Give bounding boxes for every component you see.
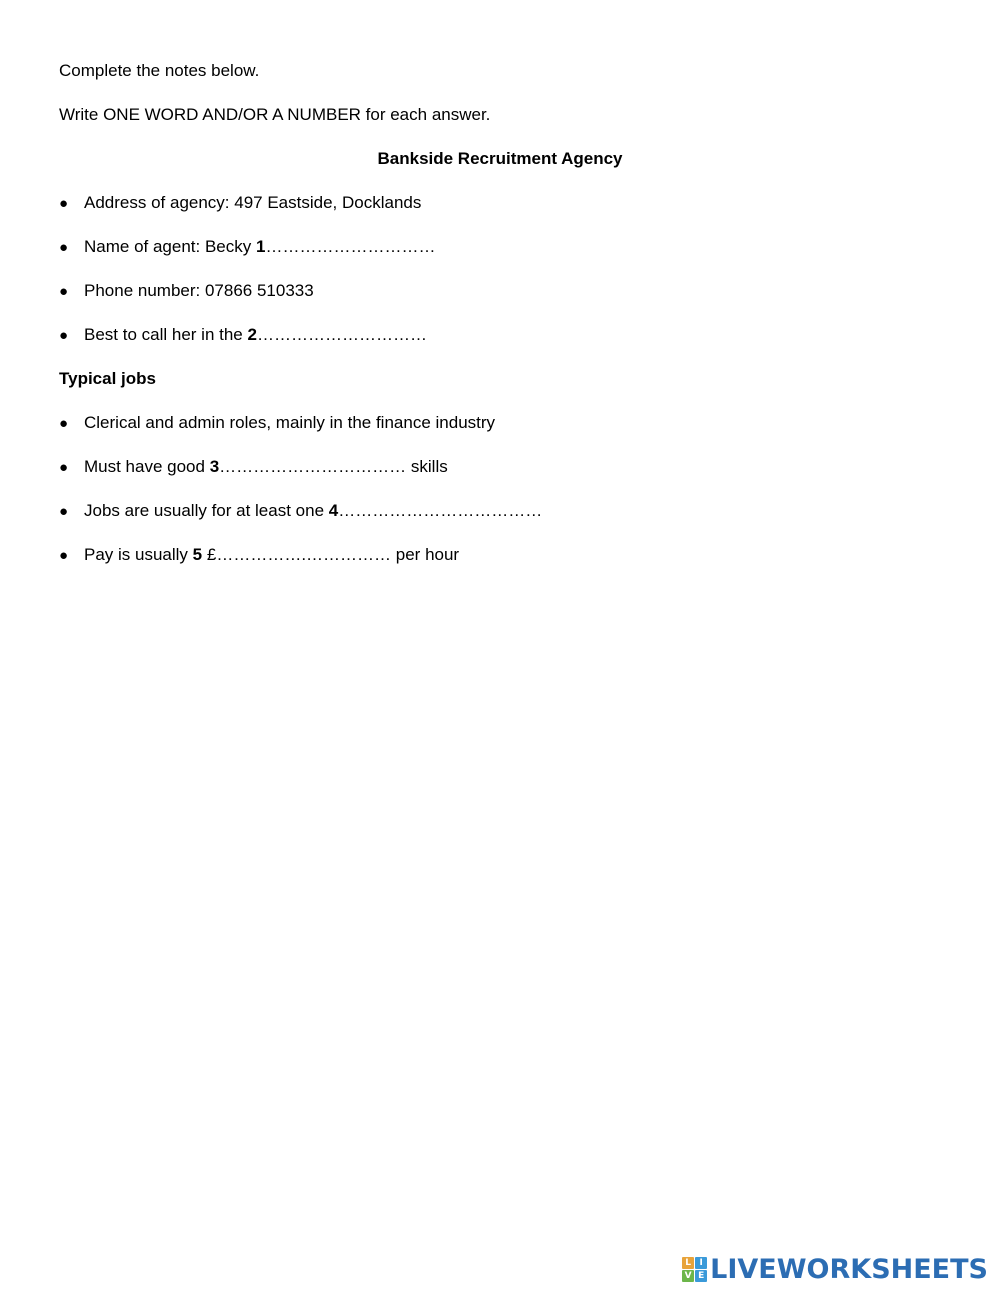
bullet-icon: ● xyxy=(59,239,69,256)
note-text: Pay is usually xyxy=(84,545,193,564)
logo-text: LIVEWORKSHEETS xyxy=(710,1253,988,1285)
section-heading-typical-jobs: Typical jobs xyxy=(59,369,156,388)
note-suffix: skills xyxy=(406,457,448,476)
note-duration xyxy=(59,500,542,523)
note-best-time xyxy=(59,324,427,347)
liveworksheets-logo xyxy=(682,1255,988,1283)
answer-gap-1[interactable]: ………………………… xyxy=(265,237,436,256)
logo-mark-letter: V xyxy=(682,1270,694,1282)
note-text: Address of agency: 497 Eastside, Docklands xyxy=(84,193,422,212)
note-pay xyxy=(59,544,459,567)
note-text: Best to call her in the xyxy=(84,325,248,344)
bullet-icon: ● xyxy=(59,415,69,432)
notes-title: Bankside Recruitment Agency xyxy=(377,149,623,168)
instruction-complete-notes: Complete the notes below. xyxy=(59,61,260,80)
answer-gap-2[interactable]: ………………………… xyxy=(256,325,427,344)
note-phone xyxy=(59,280,314,303)
note-text: Phone number: 07866 510333 xyxy=(84,281,314,300)
bullet-icon: ● xyxy=(59,503,69,520)
logo-mark-letter: E xyxy=(695,1270,707,1282)
question-number-1: 1 xyxy=(255,237,266,256)
note-text: Clerical and admin roles, mainly in the finance industry xyxy=(84,413,496,432)
bullet-icon: ● xyxy=(59,327,69,344)
liveworksheets-logo-icon xyxy=(682,1257,707,1282)
question-number-4: 4 xyxy=(328,501,339,520)
logo-mark-letter: I xyxy=(695,1257,707,1269)
question-number-2: 2 xyxy=(247,325,257,344)
question-number-5: 5 xyxy=(192,545,203,564)
note-roles xyxy=(59,412,495,435)
answer-gap-4[interactable]: ……………………………… xyxy=(338,501,543,520)
note-suffix: per hour xyxy=(391,545,460,564)
bullet-icon: ● xyxy=(59,547,69,564)
bullet-icon: ● xyxy=(59,283,69,300)
answer-gap-3[interactable]: …………………………… xyxy=(219,457,407,476)
question-number-3: 3 xyxy=(209,457,220,476)
note-text: Must have good xyxy=(84,457,210,476)
note-skills xyxy=(59,456,448,479)
note-address xyxy=(59,192,421,215)
answer-gap-5[interactable]: £…………….…………… xyxy=(202,545,392,564)
instruction-word-limit: Write ONE WORD AND/OR A NUMBER for each answer. xyxy=(59,105,491,124)
logo-mark-letter: L xyxy=(682,1257,694,1269)
note-text: Name of agent: Becky xyxy=(84,237,256,256)
note-text: Jobs are usually for at least one xyxy=(84,501,329,520)
bullet-icon: ● xyxy=(59,195,69,212)
bullet-icon: ● xyxy=(59,459,69,476)
note-agent-name xyxy=(59,236,435,259)
